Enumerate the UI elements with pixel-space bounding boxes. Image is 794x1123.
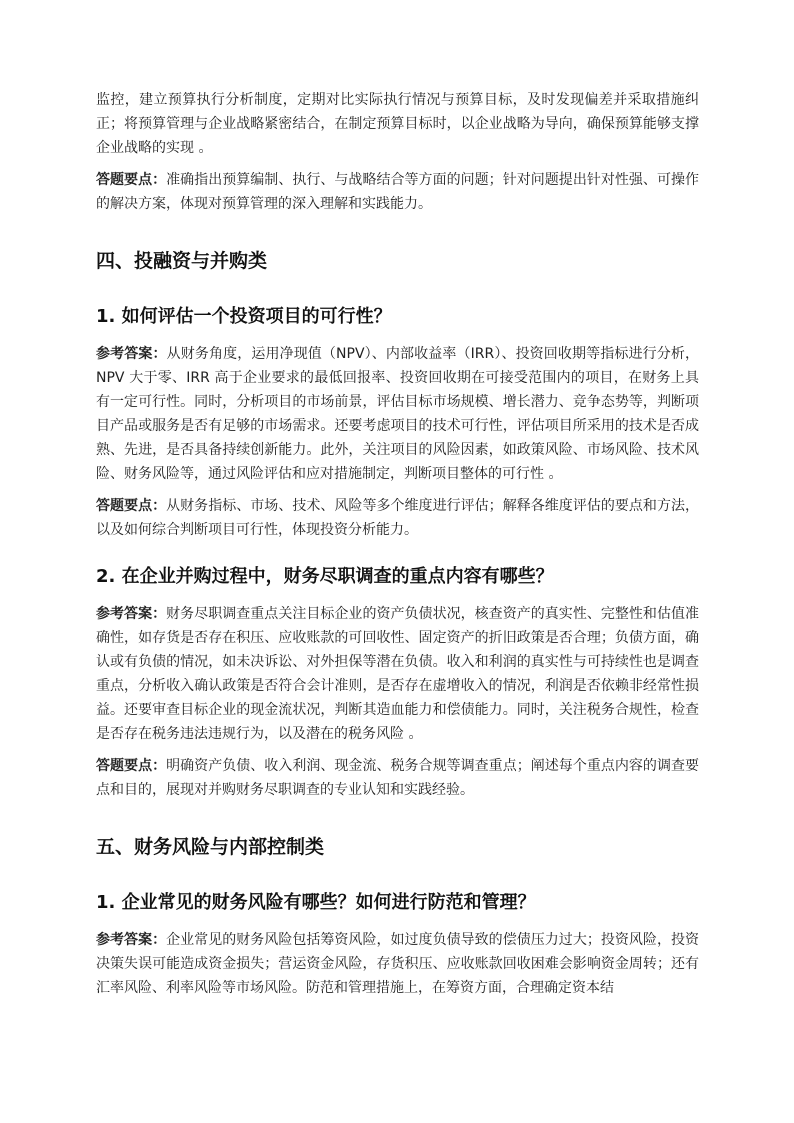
question-heading: 1. 企业常见的财务风险有哪些？如何进行防范和管理？ [96, 892, 536, 913]
key-points-label: 答题要点： [96, 172, 167, 188]
key-points-label: 答题要点： [96, 498, 167, 514]
question-heading: 2. 在企业并购过程中，财务尽职调查的重点内容有哪些？ [96, 566, 554, 587]
answer-text: 财务尽职调查重点关注目标企业的资产负债状况，核查资产的真实性、完整性和估值准确性，如存货是否存在积压、应收账款的可回收性、固定资产的折旧政策是否合理；负债方面，确认或有负债的情况，如未决诉讼、对外担保等潜在负债。收入和利润的真实性与可持续性也是调查重点，分析收入确认政策是否符合会计准则，是否存在虚增收入的情况，利润是否依赖非经常性损益。还要审查目标企业的现金流状况，判断其造血能力和偿债能力。同时，关注税务合规性，检查是否存在税务违法违规行为，以及潜在的税务风险 。 [96, 606, 700, 742]
reference-answer [96, 928, 699, 1000]
reference-answer [96, 342, 699, 486]
continued-answer: 监控，建立预算执行分析制度，定期对比实际执行情况与预算目标，及时发现偏差并采取措施纠正；将预算管理与企业战略紧密结合，在制定预算目标时，以企业战略为导向，确保预算能够支撑企业战略的实现 。 [96, 92, 699, 156]
key-points [96, 168, 699, 216]
question-heading: 1. 如何评估一个投资项目的可行性？ [96, 306, 392, 327]
key-points-text: 明确资产负债、收入利润、现金流、税务合规等调查重点；阐述每个重点内容的调查要点和目的，展现对并购财务尽职调查的专业认知和实践经验。 [96, 758, 700, 798]
answer-label: 参考答案： [96, 346, 167, 362]
section-heading-investment: 四、投融资与并购类 [96, 250, 268, 272]
key-points-text: 准确指出预算编制、执行、与战略结合等方面的问题；针对问题提出针对性强、可操作的解决方案，体现对预算管理的深入理解和实践能力。 [96, 172, 700, 212]
key-points [96, 754, 699, 802]
reference-answer [96, 602, 699, 746]
key-points-label: 答题要点： [96, 758, 167, 774]
key-points [96, 494, 699, 542]
answer-text: 从财务角度，运用净现值（NPV）、内部收益率（IRR）、投资回收期等指标进行分析，NPV 大于零、IRR 高于企业要求的最低回报率、投资回收期在可接受范围内的项目，在财务上具有一定可行性。同时，分析项目的市场前景，评估目标市场规模、增长潜力、竞争态势等，判断项目产品或服务是否有足够的市场需求。还要考虑项目的技术可行性，评估项目所采用的技术是否成熟、先进，是否具备持续创新能力。此外，关注项目的风险因素，如政策风险、市场风险、技术风险、财务风险等，通过风险评估和应对措施制定，判断项目整体的可行性 。 [96, 346, 700, 482]
answer-label: 参考答案： [96, 932, 167, 948]
answer-text: 企业常见的财务风险包括筹资风险，如过度负债导致的偿债压力过大；投资风险，投资决策失误可能造成资金损失；营运资金风险，存货积压、应收账款回收困难会影响资金周转；还有汇率风险、利率风险等市场风险。防范和管理措施上，在筹资方面，合理确定资本结 [96, 932, 700, 996]
key-points-text: 从财务指标、市场、技术、风险等多个维度进行评估；解释各维度评估的要点和方法，以及如何综合判断项目可行性，体现投资分析能力。 [96, 498, 700, 538]
answer-label: 参考答案： [96, 606, 167, 622]
section-heading-risk-control: 五、财务风险与内部控制类 [96, 836, 325, 858]
document-page [96, 88, 699, 1000]
